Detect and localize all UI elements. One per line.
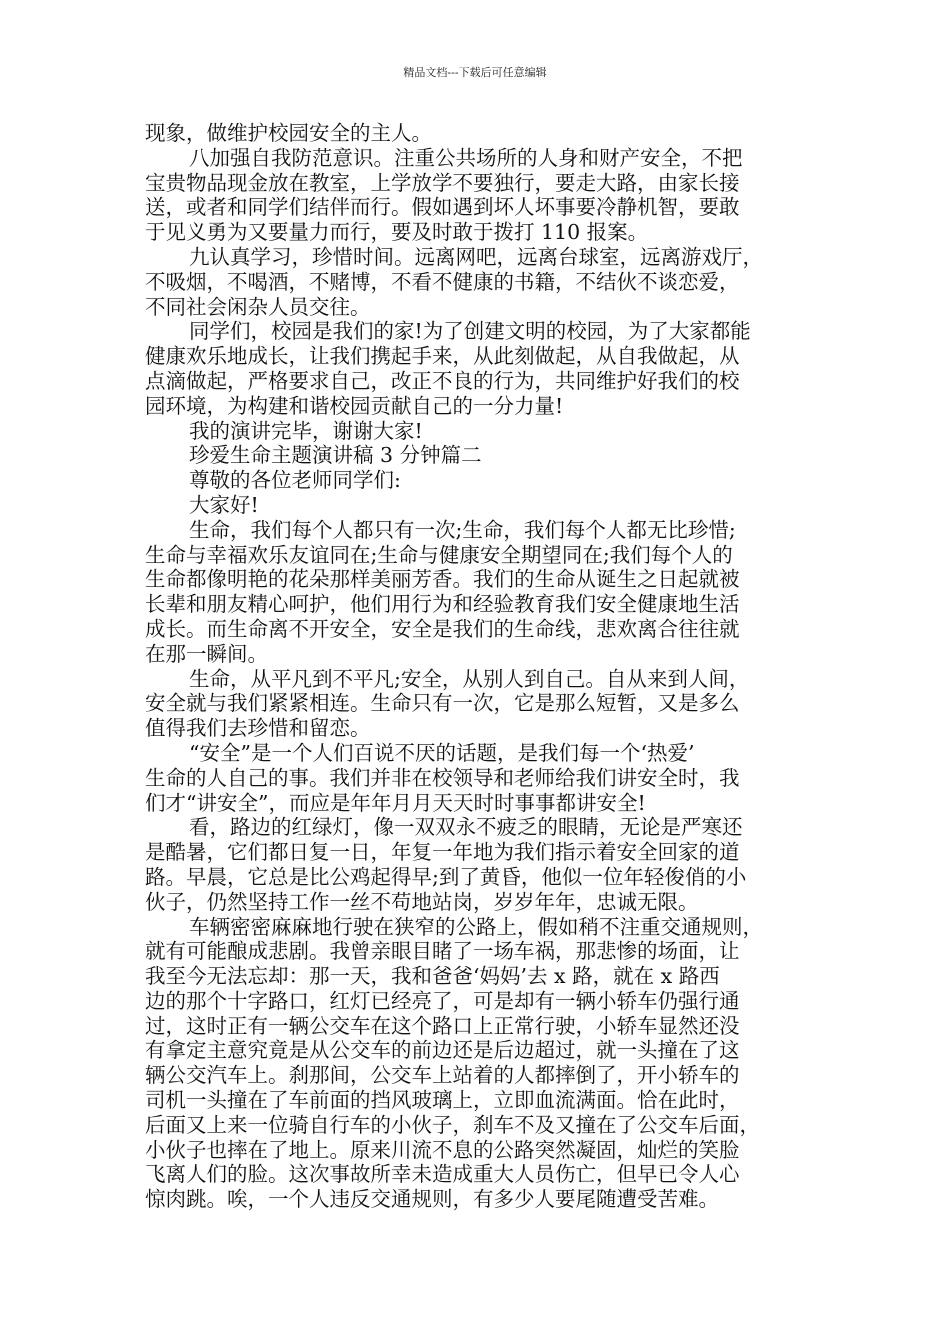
text-line: 伙子，仍然坚持工作一丝不苟地站岗，岁岁年年，忠诚无限。 [145,889,699,914]
text-line: 我的演讲完毕，谢谢大家! [189,418,423,443]
text-line: 珍爱生命主题演讲稿 3 分钟篇二 [189,443,482,468]
text-line: 生命，从平凡到不平凡;安全，从别人到自己。自从来到人间， [189,666,750,691]
text-line: 后面又上来一位骑自行车的小伙子，刹车不及又撞在了公交车后面， [145,1112,760,1137]
text-line: 八加强自我防范意识。注重公共场所的人身和财产安全，不把 [189,145,743,170]
text-line: 值得我们去珍惜和留恋。 [145,716,371,741]
text-line: 园环境，为构建和谐校园贡献自己的一分力量! [145,393,564,418]
text-line: 不同社会闲杂人员交往。 [145,294,371,319]
text-line: 路。早晨，它总是比公鸡起得早;到了黄昏，他似一位年轻俊俏的小 [145,864,747,889]
text-line: 送，或者和同学们结伴而行。假如遇到坏人坏事要冷静机智，要敢 [145,195,740,220]
document-body [145,121,815,1212]
text-line: 飞离人们的脸。这次事故所幸未造成重大人员伤亡，但早已令人心 [145,1162,740,1187]
text-line: 生命，我们每个人都只有一次;生命，我们每个人都无比珍惜; [189,517,736,542]
text-line: 同学们，校园是我们的家!为了创建文明的校园，为了大家都能 [189,319,751,344]
text-line: 于见义勇为又要量力而行，要及时敢于拨打 110 报案。 [145,220,649,245]
text-line: 大家好! [189,492,259,517]
text-line: 九认真学习，珍惜时间。远离网吧，远离台球室，远离游戏厅， [189,244,763,269]
text-line: 健康欢乐地成长，让我们携起手来，从此刻做起，从自我做起，从 [145,344,740,369]
text-line: 现象，做维护校园安全的主人。 [145,121,432,145]
text-line: 宝贵物品现金放在教室，上学放学不要独行，要走大路，由家长接 [145,170,740,195]
text-line: 在那一瞬间。 [145,641,268,666]
text-line: 生命都像明艳的花朵那样美丽芳香。我们的生命从诞生之日起就被 [145,567,740,592]
text-line: 生命的人自己的事。我们并非在校领导和老师给我们讲安全时，我 [145,765,740,790]
text-line: 们才“讲安全”，而应是年年月月天天时时事事都讲安全! [145,790,646,815]
text-line: 看，路边的红绿灯，像一双双永不疲乏的眼睛，无论是严寒还 [189,815,743,840]
text-line: 边的那个十字路口，红灯已经亮了，可是却有一辆小轿车仍强行通 [145,988,740,1013]
text-line: 不吸烟，不喝酒，不赌博，不看不健康的书籍，不结伙不谈恋爱， [145,269,740,294]
text-line: 我至今无法忘却：那一天，我和爸爸‘妈妈’去 x 路，就在 x 路西 [145,964,720,989]
text-line: 安全就与我们紧紧相连。生命只有一次，它是那么短暂，又是多么 [145,691,740,716]
text-line: 车辆密密麻麻地行驶在狭窄的公路上，假如稍不注重交通规则， [189,914,763,939]
text-line: “安全”是一个人们百说不厌的话题，是我们每一个‘热爱’ [189,740,695,765]
text-line: 尊敬的各位老师同学们: [189,468,401,493]
text-line: 辆公交汽车上。刹那间，公交车上站着的人都摔倒了，开小轿车的 [145,1063,740,1088]
text-line: 是酷暑，它们都日复一日，年复一年地为我们指示着安全回家的道 [145,840,740,865]
text-line: 惊肉跳。唉，一个人违反交通规则，有多少人要尾随遭受苦难。 [145,1187,719,1212]
text-line: 生命与幸福欢乐友谊同在;生命与健康安全期望同在;我们每个人的 [145,542,733,567]
text-line: 长辈和朋友精心呵护，他们用行为和经验教育我们安全健康地生活 [145,592,740,617]
text-line: 点滴做起，严格要求自己，改正不良的行为，共同维护好我们的校 [145,368,740,393]
text-line: 小伙子也摔在了地上。原来川流不息的公路突然凝固，灿烂的笑脸 [145,1137,740,1162]
page-header: 精品文档---下载后可任意编辑 [403,66,547,79]
text-line: 成长。而生命离不开安全，安全是我们的生命线，悲欢离合往往就 [145,616,740,641]
text-line: 就有可能酿成悲剧。我曾亲眼目睹了一场车祸，那悲惨的场面，让 [145,939,740,964]
text-line: 司机一头撞在了车前面的挡风玻璃上，立即血流满面。恰在此时， [145,1088,740,1113]
text-line: 过，这时正有一辆公交车在这个路口上正常行驶，小轿车显然还没 [145,1013,740,1038]
text-line: 有拿定主意究竟是从公交车的前边还是后边超过，就一头撞在了这 [145,1038,740,1063]
